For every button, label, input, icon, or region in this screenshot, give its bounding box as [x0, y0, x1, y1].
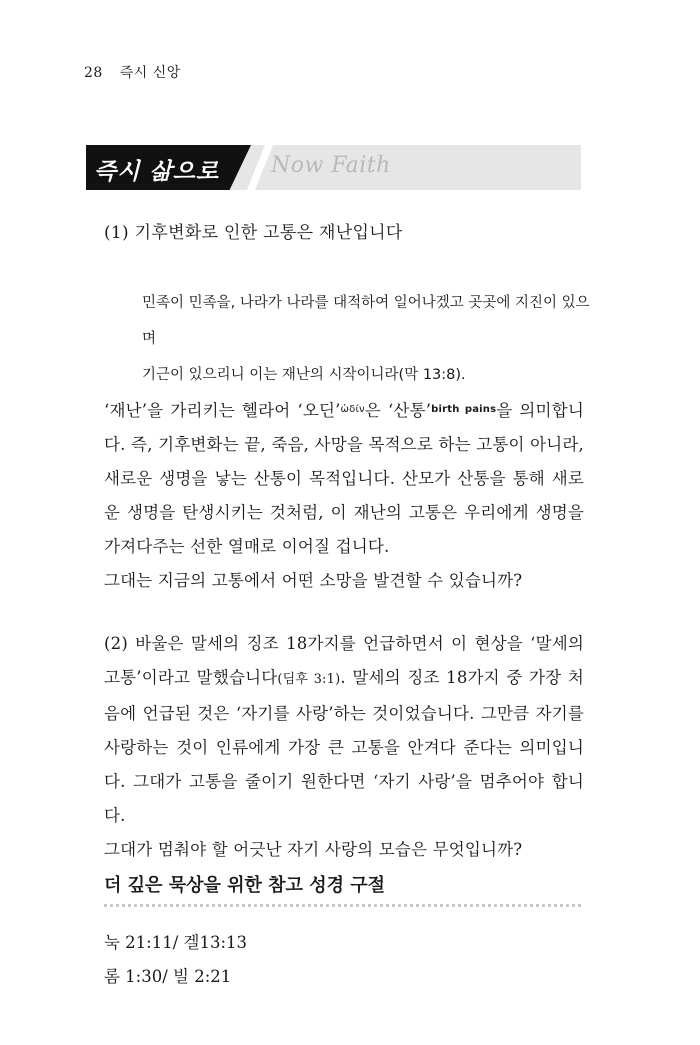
paragraph-1-text-c: 을 의미합니다. 즉, 기후변화는 끝, 죽음, 사망을 목적으로 하는 고통이 아니라, 새로운 생명을 낳는 산통이 목적입니다. 산모가 산통을 통해 새로운 생명을 탄생시키는 것처럼, 이 재난의 고통은 우리에게 생명을 가져다주는 선한 열매로 이어질 겁니다.: [104, 401, 584, 556]
section-title: 즉시 신앙: [119, 65, 181, 81]
reference-list: [104, 926, 247, 994]
paragraph-1-text-b: 은 ‘산통’: [364, 401, 432, 420]
section-banner: [86, 145, 581, 190]
english-gloss: birth pains: [431, 404, 497, 415]
paragraph-2-text-b: . 말세의 징조 18가지 중 가장 처음에 언급된 것은 ‘자기를 사랑’하는 것이었습니다. 그만큼 자기를 사랑하는 것이 인류에게 가장 큰 고통을 안겨다 준다는 의미입니다. 그대가 고통을 줄이기 원한다면 ‘자기 사랑’을 멈추어야 합니다.: [104, 668, 584, 825]
quote-line-2: 기근이 있으리니 이는 재난의 시작이니라(막 13:8).: [142, 367, 466, 383]
bible-reference: (딤후 3:1): [277, 672, 341, 687]
paragraph-2-question: 그대가 멈춰야 할 어긋난 자기 사랑의 모습은 무엇입니까?: [104, 840, 523, 859]
paragraph-1-body: [104, 393, 584, 564]
references-title: 더 깊은 묵상을 위한 참고 성경 구절: [104, 875, 386, 896]
paragraph-1-text-a: ‘재난’을 가리키는 헬라어 ‘오딘’: [104, 401, 341, 420]
scripture-quote: [142, 285, 602, 393]
quote-line-1: 민족이 민족을, 나라가 나라를 대적하여 일어나겠고 곳곳에 지진이 있으며: [142, 295, 590, 347]
reference-line-1: 눅 21:11/ 겔13:13: [104, 933, 248, 952]
item1-heading: (1) 기후변화로 인한 고통은 재난입니다: [104, 223, 403, 243]
paragraph-2: [104, 627, 584, 867]
paragraph-2-body: [104, 627, 584, 833]
paragraph-2-text-a: (2) 바울은 말세의 징조 18가지를 언급하면서 이 현상을 ‘말세의 고통’이라고 말했습니다: [104, 634, 584, 687]
page-number: 28: [84, 65, 103, 81]
banner-title: 즉시 삶으로: [94, 159, 220, 185]
dotted-divider: [104, 904, 581, 907]
banner-script-logo: Now Faith: [271, 153, 391, 178]
paragraph-1-question: 그대는 지금의 고통에서 어떤 소망을 발견할 수 있습니까?: [104, 571, 523, 590]
running-header: [84, 62, 181, 82]
reference-line-2: 롬 1:30/ 빌 2:21: [104, 967, 232, 986]
banner-divider: [247, 145, 273, 190]
greek-word: ὠδίν: [340, 404, 365, 415]
paragraph-1: [104, 393, 584, 598]
